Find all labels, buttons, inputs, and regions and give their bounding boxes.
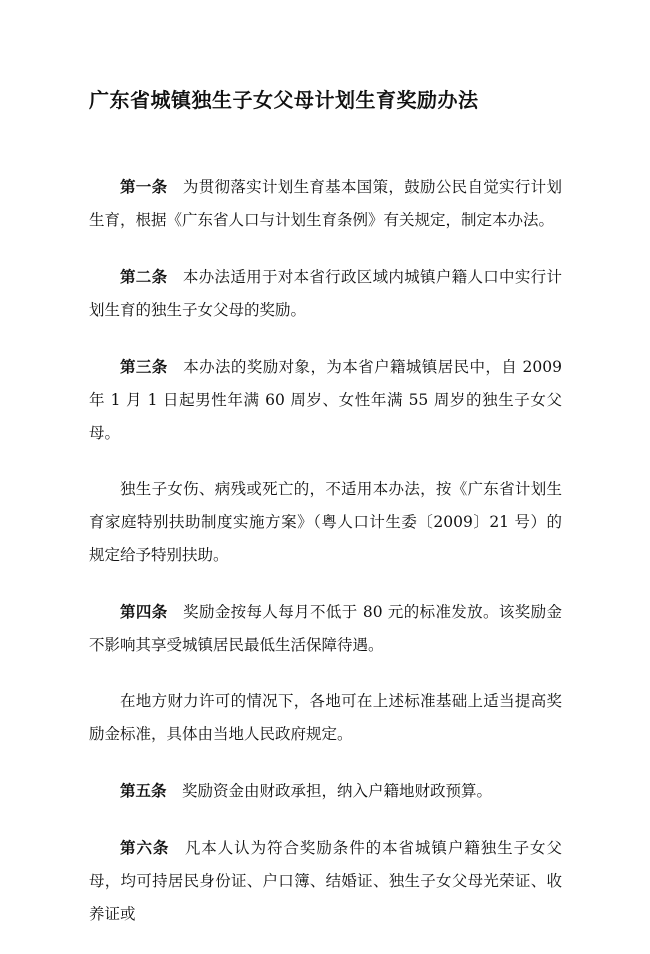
article-text: 奖励资金由财政承担，纳入户籍地财政预算。: [182, 782, 493, 800]
article-text: 为贯彻落实计划生育基本国策，鼓励公民自觉实行计划生育，根据《广东省人口与计划生育条例》有关规定，制定本办法。: [89, 178, 562, 229]
article-4-clause: [89, 685, 562, 751]
article-label: 第四条: [120, 602, 168, 621]
article-text: 本办法的奖励对象，为本省户籍城镇居民中，自 2009 年 1 月 1 日起男性年满 60 周岁、女性年满 55 周岁的独生子女父母。: [89, 358, 562, 442]
article-label: 第五条: [120, 781, 167, 800]
article-4: [89, 595, 562, 662]
article-text: 在地方财力许可的情况下，各地可在上述标准基础上适当提高奖励金标准，具体由当地人民政府规定。: [89, 692, 562, 743]
article-label: 第三条: [120, 357, 168, 376]
article-text: 凡本人认为符合奖励条件的本省城镇户籍独生子女父母，均可持居民身份证、户口簿、结婚证、独生子女父母光荣证、收养证或: [89, 839, 562, 923]
article-text: 独生子女伤、病残或死亡的，不适用本办法，按《广东省计划生育家庭特别扶助制度实施方案》（粤人口计生委〔2009〕21 号）的规定给予特别扶助。: [89, 480, 562, 564]
article-5: [89, 774, 562, 808]
document-body: [89, 170, 562, 954]
article-text: 本办法适用于对本省行政区域内城镇户籍人口中实行计划生育的独生子女父母的奖励。: [89, 268, 562, 319]
article-6: [89, 831, 562, 931]
article-1: [89, 170, 562, 237]
article-2: [89, 260, 562, 327]
article-label: 第一条: [120, 177, 168, 196]
document-title: 广东省城镇独生子女父母计划生育奖励办法: [89, 88, 479, 112]
article-label: 第六条: [120, 838, 170, 857]
article-3-clause: [89, 473, 562, 572]
article-3: [89, 350, 562, 450]
article-text: 奖励金按每人每月不低于 80 元的标准发放。该奖励金不影响其享受城镇居民最低生活保障待遇。: [89, 603, 562, 654]
article-label: 第二条: [120, 267, 168, 286]
